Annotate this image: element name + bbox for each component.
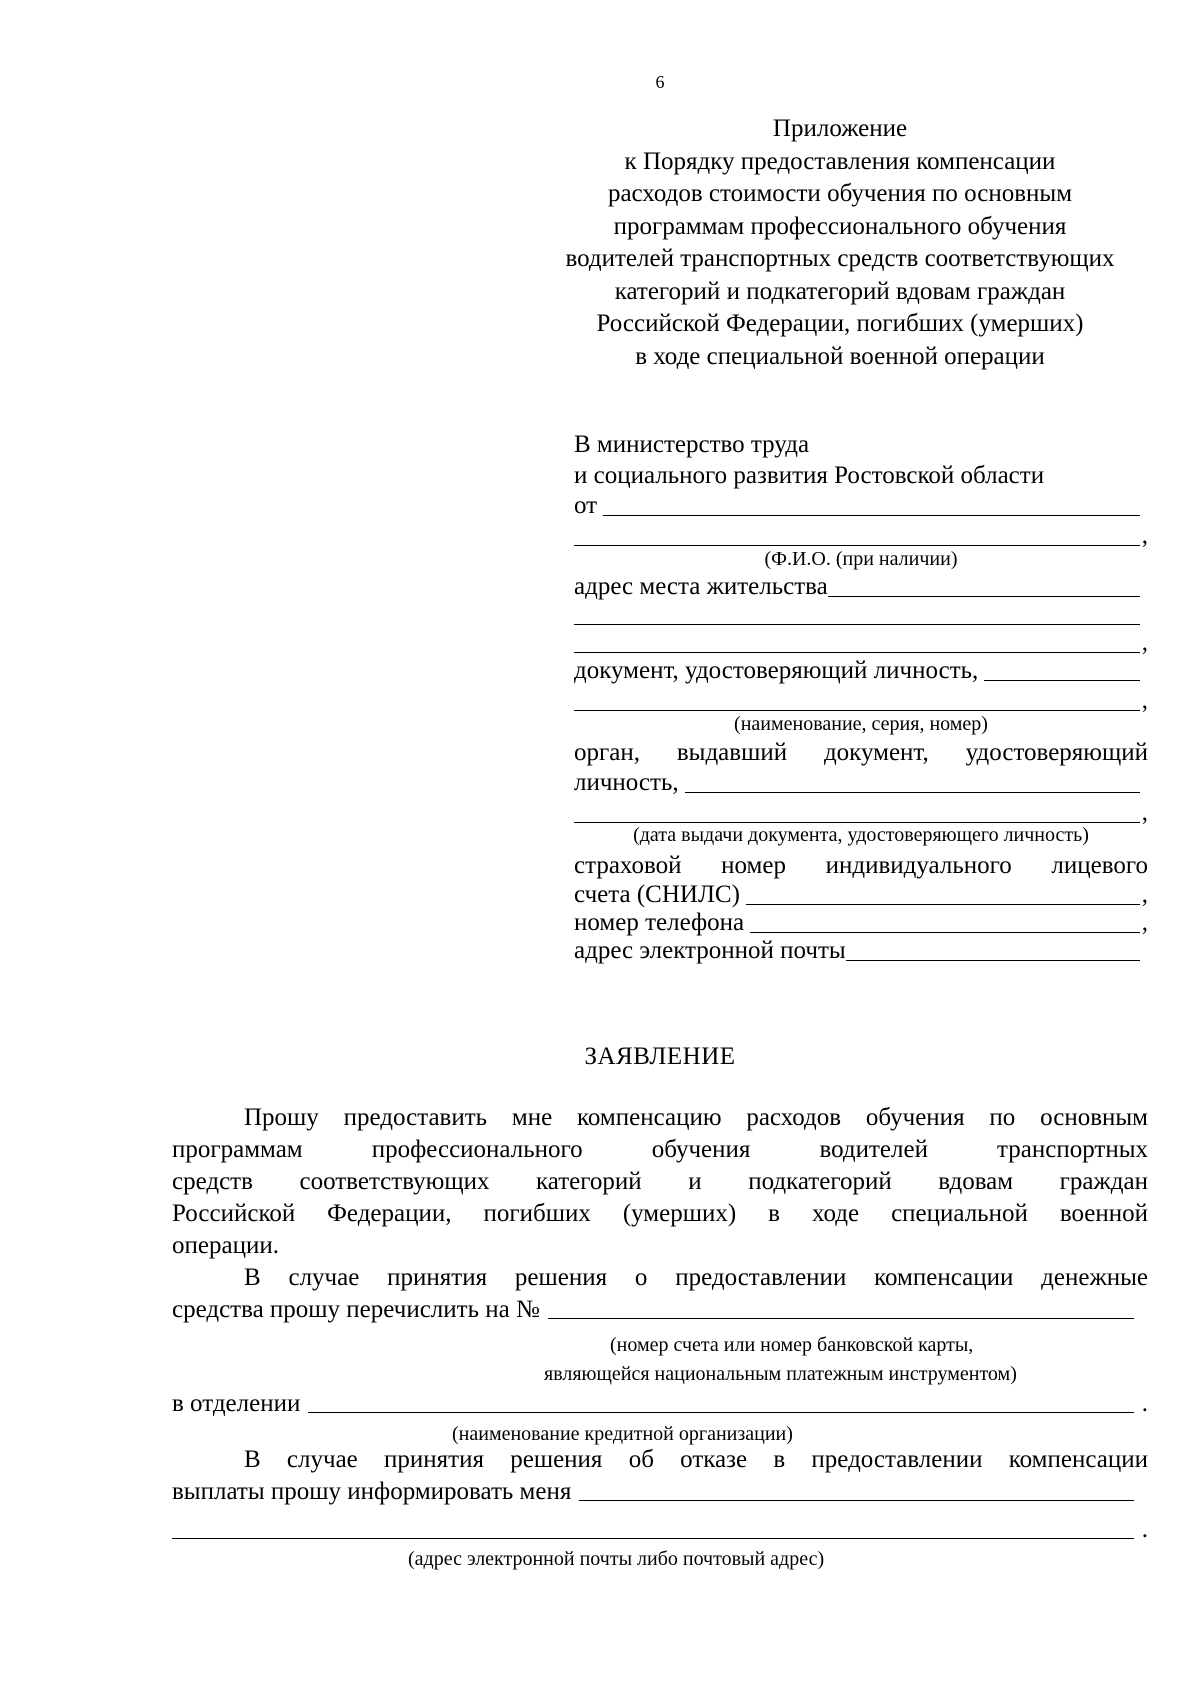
snils-fill-line[interactable] <box>746 904 1140 905</box>
issue-date-field[interactable]: , <box>574 797 1148 827</box>
fio-caption: (Ф.И.О. (при наличии) <box>764 548 958 570</box>
residence-field-cont-2[interactable]: , <box>574 627 1148 657</box>
appendix-line: категорий и подкатегорий вдовам граждан <box>614 277 1066 305</box>
residence-fill-line-2[interactable] <box>574 624 1140 625</box>
contact-fill-line[interactable] <box>579 1500 1134 1501</box>
paragraph-line: программам профессионального обучения водителей транспортных <box>172 1136 1148 1163</box>
paragraph-line: операции. <box>172 1232 279 1259</box>
branch-label: в отделении <box>172 1390 301 1417</box>
issuer-label-cont: личность, <box>574 769 679 796</box>
appendix-line: Приложение <box>772 115 908 142</box>
issuer-label: орган, выдавший документ, удостоверяющий <box>574 739 1148 766</box>
paragraph-line: Прошу предоставить мне компенсацию расходов обучения по основным <box>244 1104 1148 1131</box>
contact-field[interactable] <box>172 1474 1148 1506</box>
snils-label-cont: счета (СНИЛС) <box>574 881 740 908</box>
account-label: средства прошу перечислить на № <box>172 1296 540 1323</box>
email-fill-line[interactable] <box>846 960 1140 961</box>
phone-fill-line[interactable] <box>750 932 1140 933</box>
id-doc-fill-line[interactable] <box>984 680 1140 681</box>
addressee-ministry-cont: и социального развития Ростовской области <box>574 462 1045 489</box>
residence-fill-line[interactable] <box>828 596 1140 597</box>
account-field[interactable] <box>172 1292 1148 1324</box>
document-title: ЗАЯВЛЕНИЕ <box>584 1043 736 1070</box>
paragraph-line: Российской Федерации, погибших (умерших) в ходе специальной военной <box>172 1200 1148 1227</box>
id-doc-label: документ, удостоверяющий личность, <box>574 657 979 684</box>
appendix-line: к Порядку предоставления компенсации <box>624 147 1056 175</box>
bank-caption: (наименование кредитной организации) <box>452 1423 793 1445</box>
appendix-line: Российской Федерации, погибших (умерших) <box>596 310 1084 337</box>
snils-label-row <box>574 850 1148 880</box>
account-fill-line[interactable] <box>548 1318 1134 1319</box>
contact-fill-line-2[interactable] <box>172 1538 1134 1539</box>
id-doc-field[interactable] <box>574 655 1148 685</box>
residence-field-cont[interactable] <box>574 599 1148 629</box>
id-doc-field-cont[interactable]: , <box>574 685 1148 715</box>
issue-date-fill-line[interactable] <box>574 822 1140 823</box>
snils-field[interactable]: счета (СНИЛС) , <box>574 881 1148 908</box>
issue-date-caption: (дата выдачи документа, удостоверяющего личность) <box>633 824 1089 846</box>
fio-fill-line[interactable] <box>574 545 1140 546</box>
issuer-fill-line[interactable] <box>685 792 1140 793</box>
paragraph-line: В случае принятия решения об отказе в предоставлении компенсации <box>244 1446 1148 1473</box>
appendix-header <box>520 113 1160 373</box>
contact-caption: (адрес электронной почты либо почтовый адрес) <box>408 1548 825 1570</box>
branch-fill-line[interactable] <box>308 1412 1134 1413</box>
residence-fill-line-3[interactable] <box>574 652 1140 653</box>
appendix-line: водителей транспортных средств соответствующих <box>565 245 1115 272</box>
paragraph-line: средств соответствующих категорий и подкатегорий вдовам граждан <box>172 1168 1148 1195</box>
snils-label: страховой номер индивидуального лицевого <box>574 852 1148 879</box>
residence-field[interactable] <box>574 571 1148 601</box>
appendix-line: в ходе специальной военной операции <box>635 342 1045 370</box>
issuer-label-row <box>574 737 1148 767</box>
appendix-line: расходов стоимости обучения по основным <box>607 180 1073 207</box>
id-doc-fill-line-2[interactable] <box>574 710 1140 711</box>
appendix-line: программам профессионального обучения <box>613 212 1067 240</box>
from-fill-line[interactable] <box>603 515 1140 516</box>
paragraph-line: В случае принятия решения о предоставлении компенсации денежные <box>244 1264 1148 1291</box>
branch-field[interactable]: в отделении . <box>172 1390 1148 1417</box>
from-field[interactable] <box>574 490 1148 520</box>
email-label: адрес электронной почты <box>574 937 846 964</box>
from-label: от <box>574 492 598 519</box>
account-caption: (номер счета или номер банковской карты, <box>610 1334 974 1356</box>
id-doc-caption: (наименование, серия, номер) <box>734 713 988 735</box>
contact-field-cont[interactable]: . <box>172 1512 1148 1544</box>
issuer-field[interactable] <box>574 767 1148 797</box>
addressee-ministry: В министерство труда <box>574 431 810 458</box>
residence-label: адрес места жительства <box>574 573 828 600</box>
fio-field[interactable]: , <box>574 520 1148 550</box>
account-caption-cont: являющейся национальным платежным инструментом) <box>544 1363 1017 1385</box>
email-field[interactable] <box>574 935 1148 965</box>
page-number: 6 <box>655 72 665 92</box>
contact-label: выплаты прошу информировать меня <box>172 1478 572 1505</box>
phone-field[interactable]: номер телефона , <box>574 909 1148 936</box>
phone-label: номер телефона <box>574 909 745 936</box>
